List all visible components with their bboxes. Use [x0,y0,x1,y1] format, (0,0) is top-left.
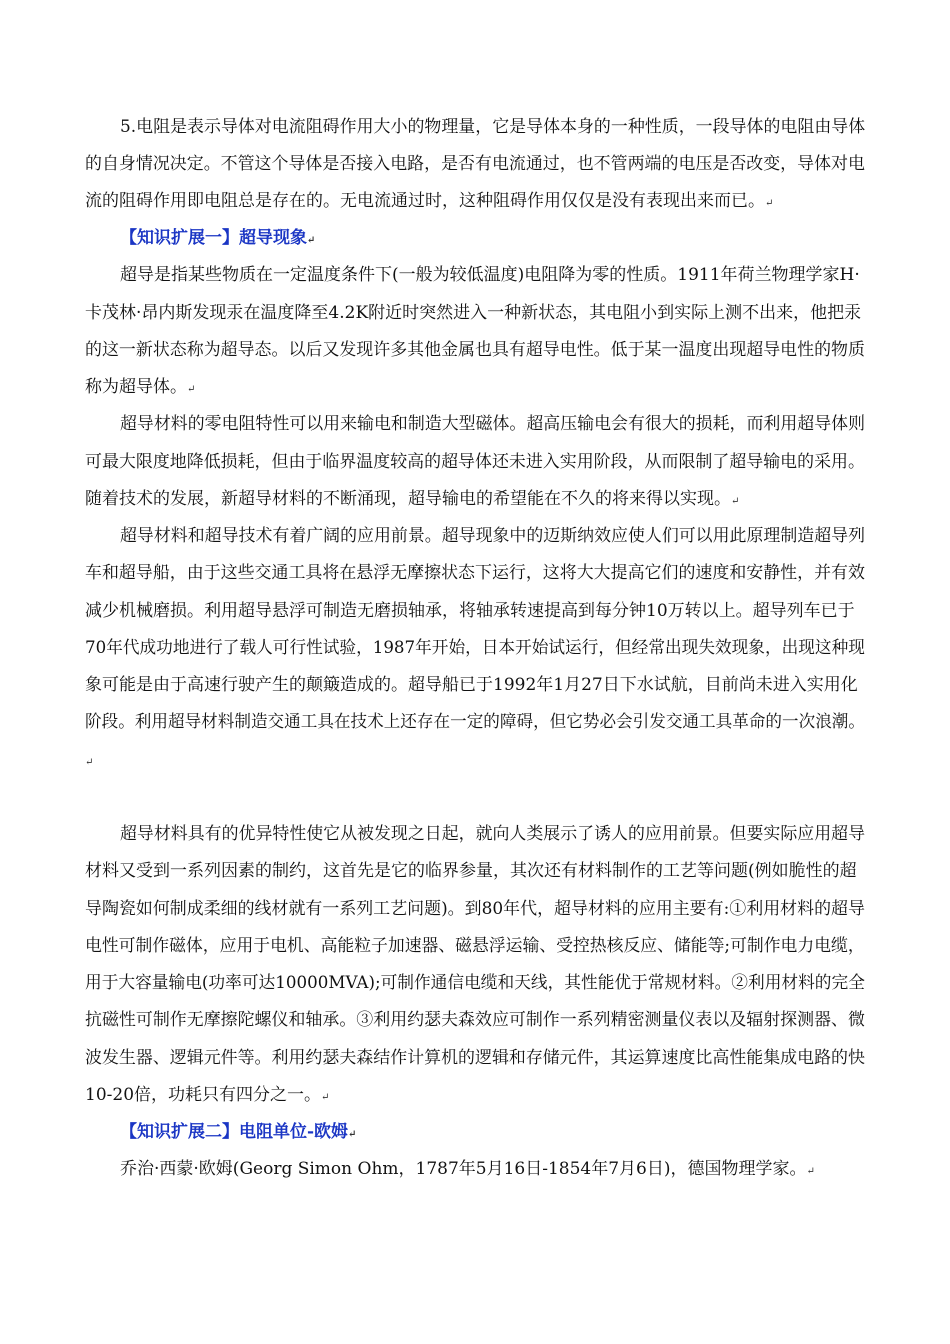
paragraph-mark-line [85,750,93,773]
body-text-line [85,377,195,400]
body-text-line [85,191,773,214]
body-text-line: 的这一新状态称为超导态。以后又发现许多其他金属也具有超导电性。低于某一温度出现超导电性的物质 [85,340,865,360]
heading-text: 【知识扩展二】电阻单位-欧姆 [120,1122,349,1142]
body-text-line: 车和超导船，由于这些交通工具将在悬浮无摩擦状态下运行，这将大大提高它们的速度和安静性，并有效 [85,563,865,583]
body-text-line: 5.电阻是表示导体对电流阻碍作用大小的物理量，它是导体本身的一种性质，一段导体的电阻由导体 [120,117,866,137]
body-text-line: 超导材料和超导技术有着广阔的应用前景。超导现象中的迈斯纳效应使人们可以用此原理制造超导列 [120,526,866,546]
body-text-line: 电性可制作磁体，应用于电机、高能粒子加速器、磁悬浮运输、受控热核反应、储能等;可制作电力电缆， [85,936,865,956]
body-text-line: 抗磁性可制作无摩擦陀螺仪和轴承。③利用约瑟夫森效应可制作一系列精密测量仪表以及辐射探测器、微 [85,1010,865,1030]
paragraph-mark: ↵ [321,1092,330,1103]
paragraph-mark: ↵ [731,496,740,507]
body-text-line: 超导是指某些物质在一定温度条件下(一般为较低温度)电阻降为零的性质。1911年荷兰物理学家H· [120,265,860,285]
body-text-line: 阶段。利用超导材料制造交通工具在技术上还存在一定的障碍，但它势必会引发交通工具革命的一次浪潮。 [85,712,865,732]
body-text-line [120,1159,815,1182]
body-text-span: 乔治·西蒙·欧姆(Georg Simon Ohm，1787年5月16日-1854年7月6日)，德国物理学家。 [120,1159,807,1179]
body-text-span: 10-20倍，功耗只有四分之一。 [85,1085,322,1105]
paragraph-mark: ↵ [348,1129,357,1140]
section-heading [120,228,315,251]
body-text-span: 称为超导体。 [85,377,187,397]
paragraph-mark: ↵ [765,198,774,209]
body-text-line [85,489,739,512]
body-text-line [85,1085,329,1108]
body-text-span: 随着技术的发展，新超导材料的不断涌现，超导输电的希望能在不久的将来得以实现。 [85,489,731,509]
body-text-line: 70年代成功地进行了载人可行性试验，1987年开始，日本开始试运行，但经常出现失效现象，出现这种现 [85,638,865,658]
paragraph-mark: ↵ [806,1166,815,1177]
paragraph-mark: ↵ [187,384,196,395]
body-text-line: 用于大容量输电(功率可达10000MVA);可制作通信电缆和天线，其性能优于常规材料。②利用材料的完全 [85,973,865,993]
body-text-line: 的自身情况决定。不管这个导体是否接入电路，是否有电流通过，也不管两端的电压是否改变，导体对电 [85,154,865,174]
body-text-line: 超导材料的零电阻特性可以用来输电和制造大型磁体。超高压输电会有很大的损耗，而利用超导体则 [120,414,866,434]
body-text-line: 减少机械磨损。利用超导悬浮可制造无磨损轴承，将轴承转速提高到每分钟10万转以上。超导列车已于 [85,601,855,621]
body-text-line: 可最大限度地降低损耗，但由于临界温度较高的超导体还未进入实用阶段，从而限制了超导输电的采用。 [85,452,865,472]
heading-text: 【知识扩展一】超导现象 [120,228,307,248]
paragraph-mark: ↵ [85,757,94,768]
body-text-line: 象可能是由于高速行驶产生的颠簸造成的。超导船已于1992年1月27日下水试航，目前尚未进入实用化 [85,675,858,695]
body-text-span: 流的阻碍作用即电阻总是存在的。无电流通过时，这种阻碍作用仅仅是没有表现出来而已。 [85,191,765,211]
body-text-line: 导陶瓷如何制成柔细的线材就有一系列工艺问题)。到80年代，超导材料的应用主要有:①利用材料的超导 [85,899,865,919]
body-text-line: 卡茂林·昂内斯发现汞在温度降至4.2K附近时突然进入一种新状态，其电阻小到实际上测不出来，他把汞 [85,303,862,323]
body-text-line: 材料又受到一系列因素的制约，这首先是它的临界参量，其次还有材料制作的工艺等问题(例如脆性的超 [85,861,857,881]
body-text-line: 波发生器、逻辑元件等。利用约瑟夫森结作计算机的逻辑和存储元件，其运算速度比高性能集成电路的快 [85,1048,865,1068]
body-text-line: 超导材料具有的优异特性使它从被发现之日起，就向人类展示了诱人的应用前景。但要实际应用超导 [120,824,866,844]
paragraph-mark: ↵ [307,235,316,246]
section-heading [120,1122,356,1145]
